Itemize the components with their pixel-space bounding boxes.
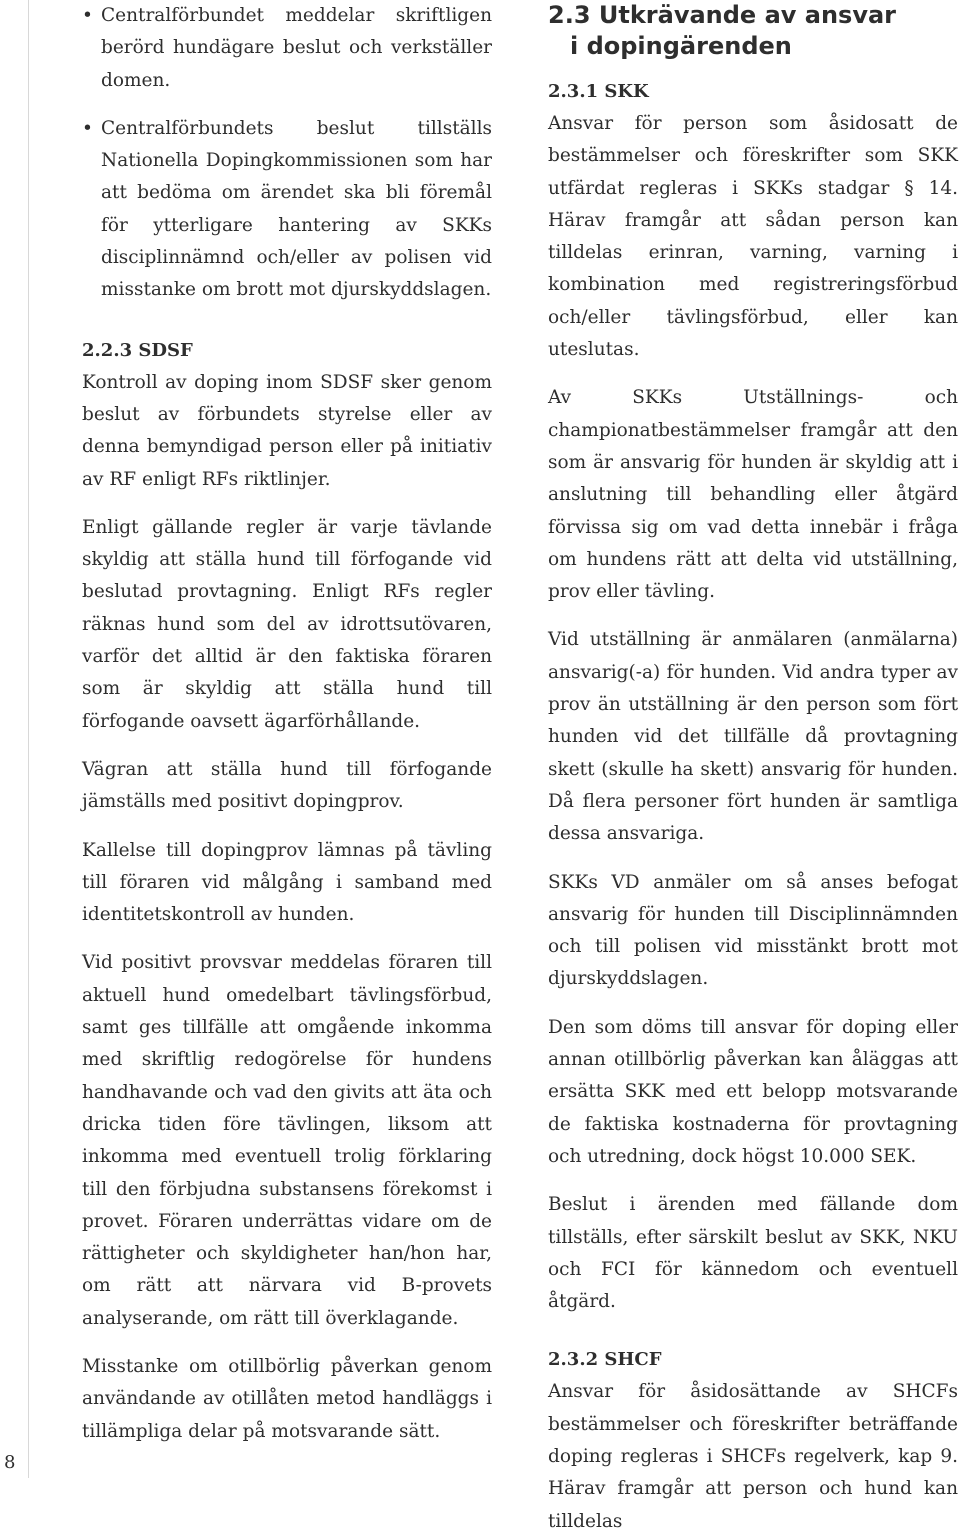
paragraph: Beslut i ärenden med fällande dom tillställs, efter särskilt beslut av SKK, NKU och FCI för kännedom och eventuell åtgärd. xyxy=(548,1194,958,1313)
paragraph: Av SKKs Utställnings- och championatbestämmelser framgår att den som är ansvarig för hunden är skyldig att i anslutning till behandling eller åtgärd förvissa sig om vad detta innebär i fråga om hundens rätt att delta vid utställning, prov eller tävling. xyxy=(548,387,958,603)
paragraph: Kontroll av doping inom SDSF sker genom beslut av förbundets styrelse eller av denna bemyndigad person eller på initiativ av RF enligt RFs riktlinjer. xyxy=(82,371,492,490)
paragraph: Ansvar för åsidosättande av SHCFs bestämmelser och föreskrifter beträffande doping regleras i SHCFs regelverk, kap 9. Härav framgår att person och hund kan tilldelas xyxy=(548,1381,958,1532)
paragraph: Vid positivt provsvar meddelas föraren till aktuell hund omedelbart tävlingsförbud, samt ges tillfälle att omgående inkomma med skriftlig redogörelse för hundens handhavande och vad den givits att äta och dricka tiden före tävlingen, liksom att inkomma med eventuell trolig förklaring till den förbjudna substansens förekomst i provet. Föraren underrättas vidare om de rättigheter och skyldigheter han/hon har, om rätt att närvara vid B-provets analyserande, om rätt till överklagande. xyxy=(82,952,492,1329)
paragraph: Vid utställning är anmälaren (anmälarna) ansvarig(-a) för hunden. Vid andra typer av prov än utställning är den person som fört hunden vid det tillfälle då provtagning skett (skulle ha skett) ansvarig för hunden. Då flera personer fört hunden är samtliga dessa ansvariga. xyxy=(548,629,958,845)
paragraph: Den som döms till ansvar för doping eller annan otillbörlig påverkan kan åläggas att ersätta SKK med ett belopp motsvarande de faktiska kostnaderna för provtagning och utredning, dock högst 10.000 SEK. xyxy=(548,1016,958,1167)
margin-rule xyxy=(28,0,29,1478)
section-heading-2-3-1: 2.3.1 SKK xyxy=(548,81,649,102)
bullet-list xyxy=(82,0,492,307)
paragraph: Enligt gällande regler är varje tävlande skyldig att ställa hund till förfogande vid beslutad provtagning. Enligt RFs regler räknas hund som del av idrottsutövaren, varför det alltid är den faktiska föraren som är skyldig att ställa hund till förfogande oavsett ägarförhållande. xyxy=(82,516,492,732)
paragraph: Kallelse till dopingprov lämnas på tävling till föraren vid målgång i samband med identitetskontroll av hunden. xyxy=(82,839,492,926)
section-heading-2-3 xyxy=(548,0,958,62)
section-heading-line: 2.3 Utkrävande av ansvar xyxy=(548,1,896,29)
bullet-item: • Centralförbundets beslut tillställs Nationella Dopingkommissionen som har att bedöma om ärendet ska bli föremål för ytterligare hantering av SKKs disciplinnämnd och/eller av polisen vid misstanke om brott mot djurskyddslagen. xyxy=(82,113,492,307)
section-heading-2-2-3: 2.2.3 SDSF xyxy=(82,339,193,361)
paragraph: Vägran att ställa hund till förfogande jämställs med positivt dopingprov. xyxy=(82,758,492,813)
paragraph: Ansvar för person som åsidosatt de bestämmelser och föreskrifter som SKK utfärdat regleras i SKKs stadgar § 14. Härav framgår att sådan person kan tilldelas erinran, varning, varning i kombination med registreringsförbud och/eller tävlingsförbud, eller kan uteslutas. xyxy=(548,113,958,361)
paragraph: SKKs VD anmäler om så anses befogat ansvarig för hunden till Disciplinnämnden och till polisen vid misstänkt brott mot djurskyddslagen. xyxy=(548,871,958,990)
left-column xyxy=(82,0,492,1448)
page-number: 8 xyxy=(4,1452,16,1473)
section-heading-2-3-2: 2.3.2 SHCF xyxy=(548,1349,662,1371)
section-heading-line: i dopingärenden xyxy=(570,32,792,60)
paragraph: Misstanke om otillbörlig påverkan genom användande av otillåten metod handläggs i tillämpliga delar på motsvarande sätt. xyxy=(82,1355,492,1442)
bullet-item: • Centralförbundet meddelar skriftligen berörd hundägare beslut och verkställer domen. xyxy=(82,0,492,97)
right-column xyxy=(548,0,958,1538)
